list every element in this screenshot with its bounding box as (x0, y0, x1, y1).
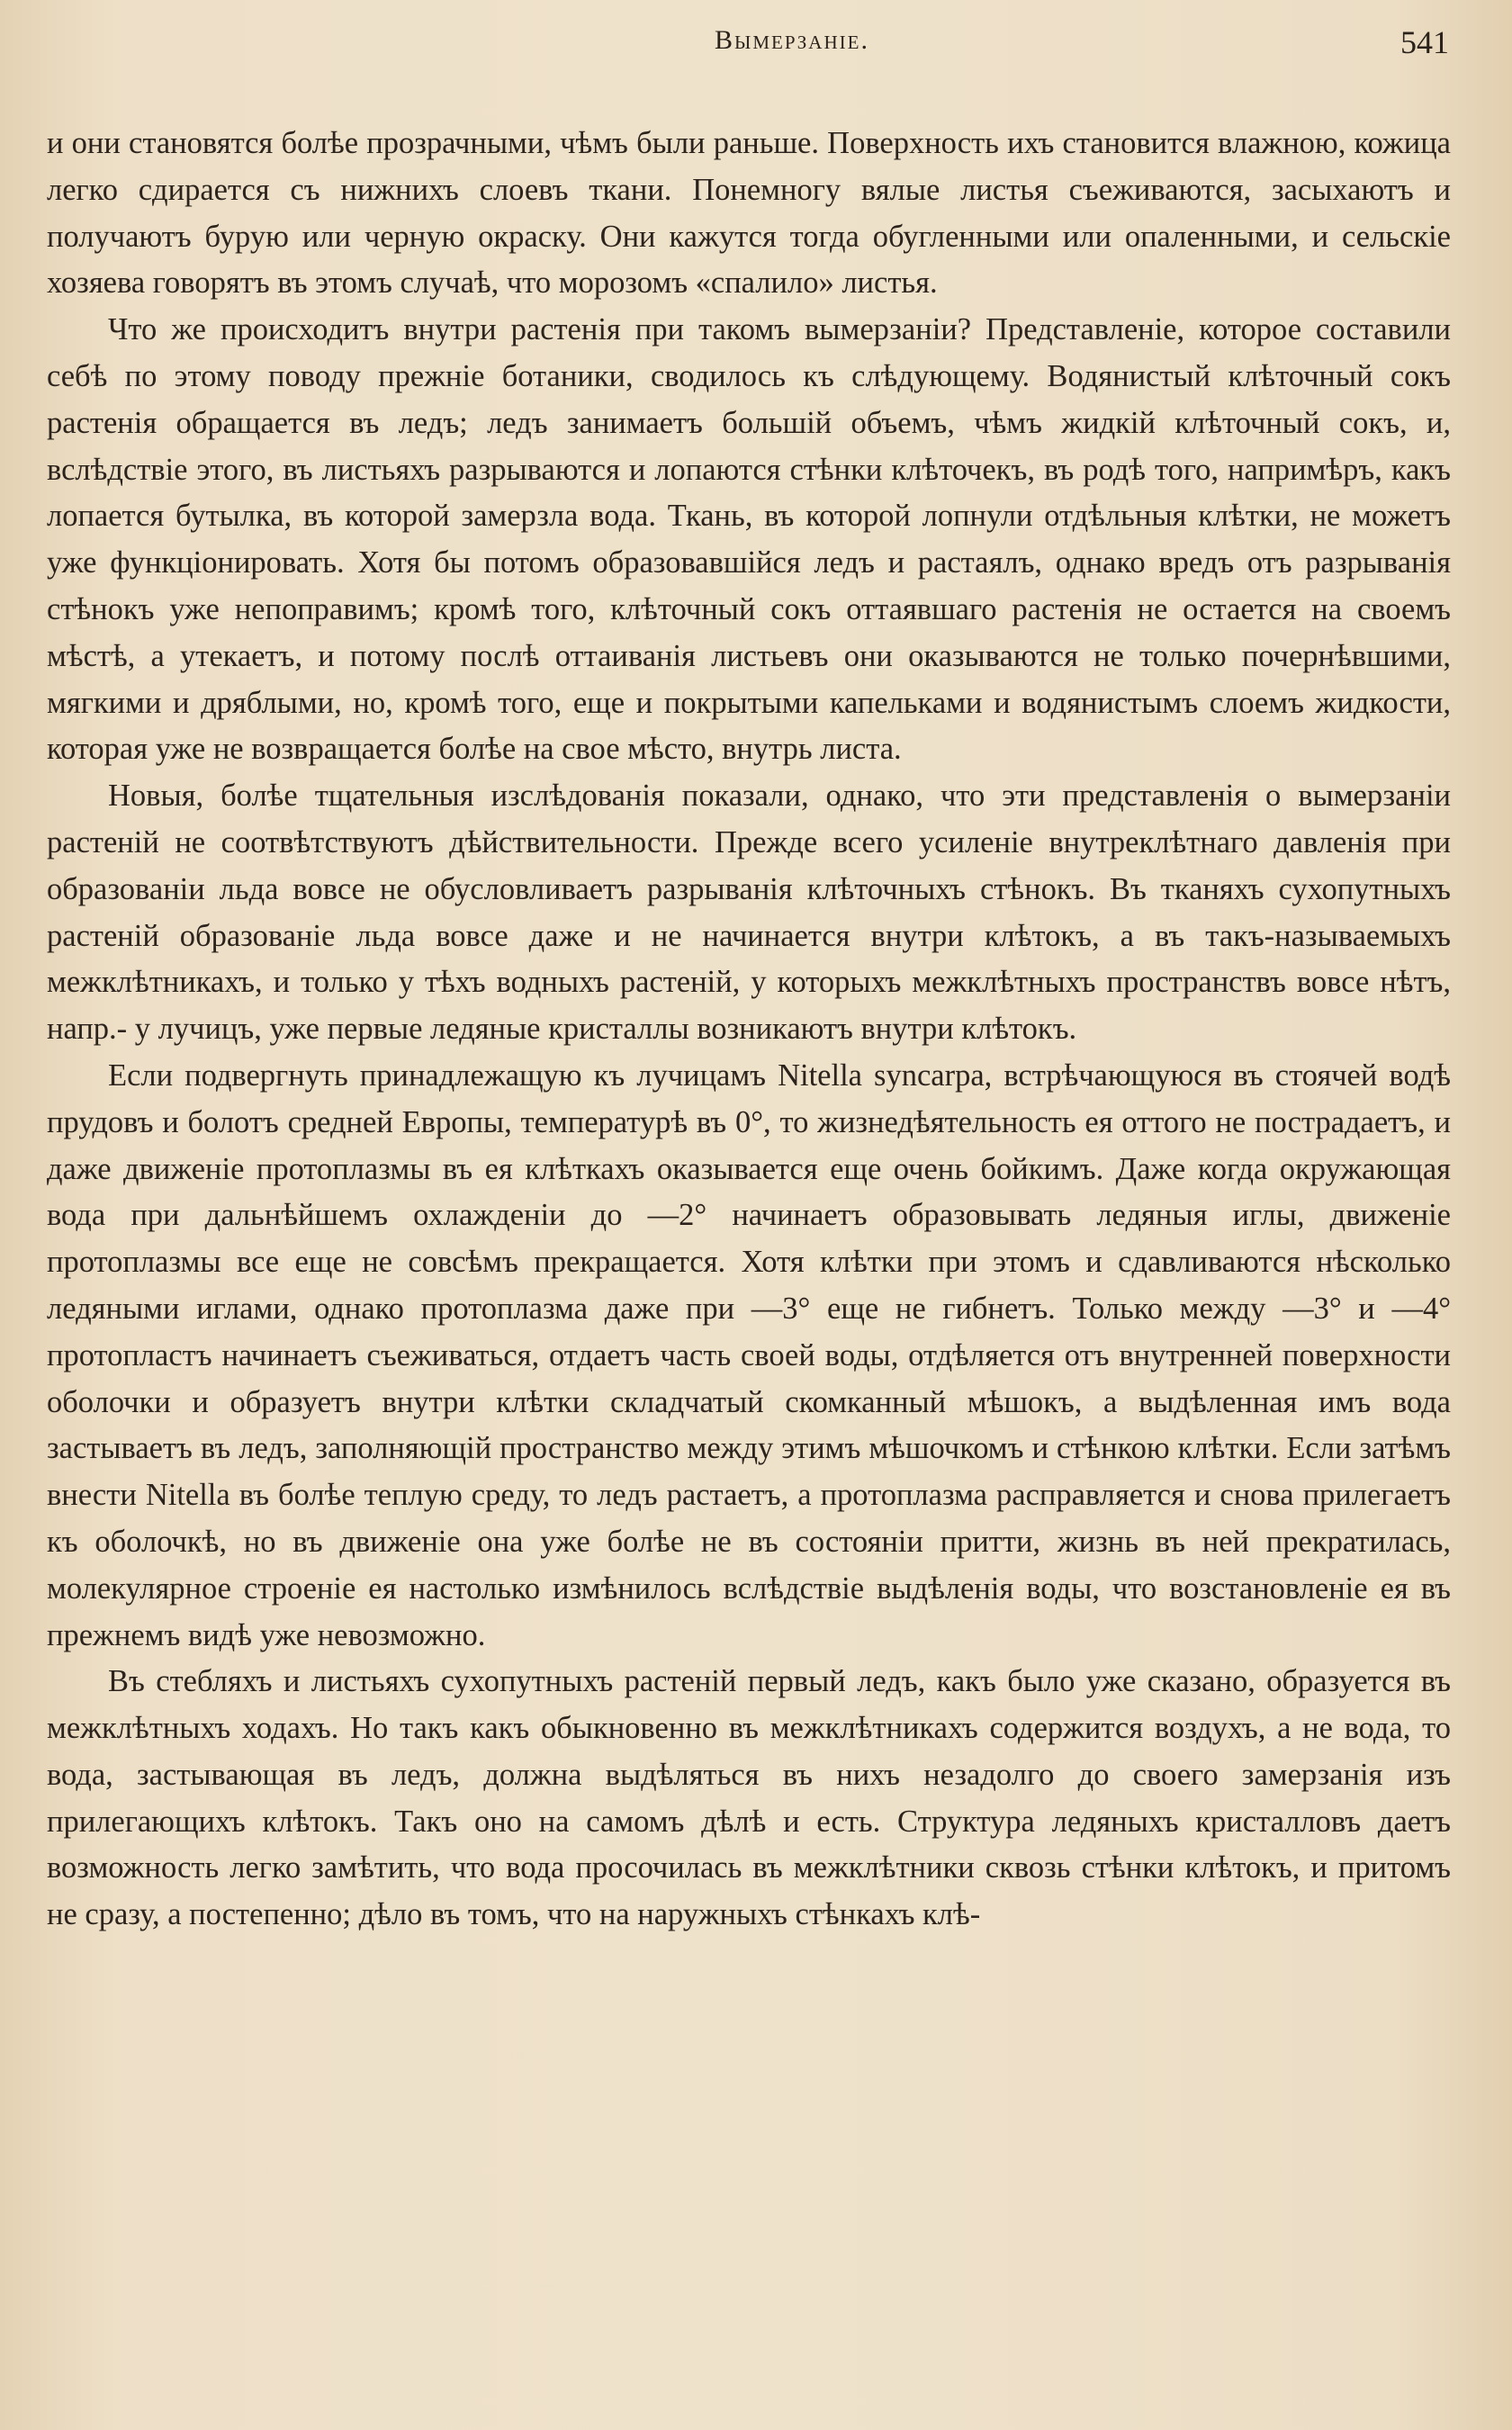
paragraph-3: Новыя, болѣе тщательныя изслѣдованія показали, однако, что эти представленія о вымерзаніи растеній не соотвѣтствуютъ дѣйствительности. Прежде всего усиленіе внутреклѣтнаго давленія при образованіи льда вовсе не обусловливаетъ разрыванія клѣточныхъ стѣнокъ. Въ тканяхъ сухопутныхъ растеній образованіе льда вовсе даже и не начинается внутри клѣтокъ, а въ такъ-называемыхъ межклѣтникахъ, и только у тѣхъ водныхъ растеній, у которыхъ межклѣтныхъ пространствъ вовсе нѣтъ, напр.- у лучицъ, уже первые ледяные кристаллы возникаютъ внутри клѣтокъ. (47, 778, 1451, 1047)
paragraph-2: Что же происходитъ внутри растенія при такомъ вымерзаніи? Представленіе, которое составили себѣ по этому поводу прежніе ботаники, сводилось къ слѣдующему. Водянистый клѣточный сокъ растенія обращается въ ледъ; ледъ занимаетъ большій объемъ, чѣмъ жидкій клѣточный сокъ, и, вслѣдствіе этого, въ листьяхъ разрываются и лопаются стѣнки клѣточекъ, въ родѣ того, напримѣръ, какъ лопается бутылка, въ которой замерзла вода. Ткань, въ которой лопнули отдѣльныя клѣтки, не можетъ уже функціонировать. Хотя бы потомъ образовавшійся ледъ и растаялъ, однако вредъ отъ разрыванія стѣнокъ уже непоправимъ; кромѣ того, клѣточный сокъ оттаявшаго растенія не остается на своемъ мѣстѣ, а утекаетъ, и потому послѣ оттаиванія листьевъ они оказываются не только почернѣвшими, мягкими и дряблыми, но, кромѣ того, еще и покрытыми капельками и водянистымъ слоемъ жидкости, которая уже не возвращается болѣе на свое мѣсто, внутрь листа. (47, 312, 1451, 767)
paragraph-5: Въ стебляхъ и листьяхъ сухопутныхъ растеній первый ледъ, какъ было уже сказано, образуется въ межклѣтныхъ ходахъ. Но такъ какъ обыкновенно въ межклѣтникахъ содержится воздухъ, а не вода, то вода, застывающая въ ледъ, должна выдѣляться въ нихъ незадолго до своего замерзанія изъ прилегающихъ клѣтокъ. Такъ оно на самомъ дѣлѣ и есть. Структура ледяныхъ кристалловъ даетъ возможность легко замѣтить, что вода просочилась въ межклѣтники сквозь стѣнки клѣтокъ, и притомъ не сразу, а постепенно; дѣло въ томъ, что на наружныхъ стѣнкахъ клѣ- (47, 1664, 1451, 1932)
paragraph-4: Если подвергнуть принадлежащую къ лучицамъ Nitella syncarpa, встрѣчающуюся въ стоячей водѣ прудовъ и болотъ средней Европы, температурѣ въ 0°, то жизнедѣятельность ея оттого не пострадаетъ, и даже движеніе протоплазмы въ ея клѣткахъ оказывается еще очень бойкимъ. Даже когда окружающая вода при дальнѣйшемъ охлажденіи до —2° начинаетъ образовывать ледяныя иглы, движеніе протоплазмы все еще не совсѣмъ прекращается. Хотя клѣтки при этомъ и сдавливаются нѣсколько ледяными иглами, однако протоплазма даже при —3° еще не гибнетъ. Только между —3° и —4° протопластъ начинаетъ съеживаться, отдаетъ часть своей воды, отдѣляется отъ внутренней поверхности оболочки и образуетъ внутри клѣтки складчатый скомканный мѣшокъ, а выдѣленная имъ вода застываетъ въ ледъ, заполняющій пространство между этимъ мѣшочкомъ и стѣнкою клѣтки. Если затѣмъ внести Nitella въ болѣе теплую среду, то ледъ растаетъ, а протоплазма расправляется и снова прилегаетъ къ оболочкѣ, но въ движеніе она уже болѣе не въ состояніи притти, жизнь въ ней прекратилась, молекулярное строеніе ея настолько измѣнилось вслѣдствіе выдѣленія воды, что возстановленіе ея въ прежнемъ видѣ уже невозможно. (47, 1058, 1451, 1652)
running-title: Вымерзаніе. (715, 25, 869, 55)
page-header (135, 25, 1449, 70)
page-number: 541 (1400, 24, 1449, 60)
paragraph-1: и они становятся болѣе прозрачными, чѣмъ были раньше. Поверхность ихъ становится влажною, кожица легко сдирается съ нижнихъ слоевъ ткани. Понемногу вялые листья съеживаются, засыхаютъ и получаютъ бурую или черную окраску. Они кажутся тогда обугленными или опаленными, и сельскіе хозяева говорятъ въ этомъ случаѣ, что морозомъ «спалило» листья. (47, 126, 1451, 301)
body-text (47, 121, 1451, 1939)
